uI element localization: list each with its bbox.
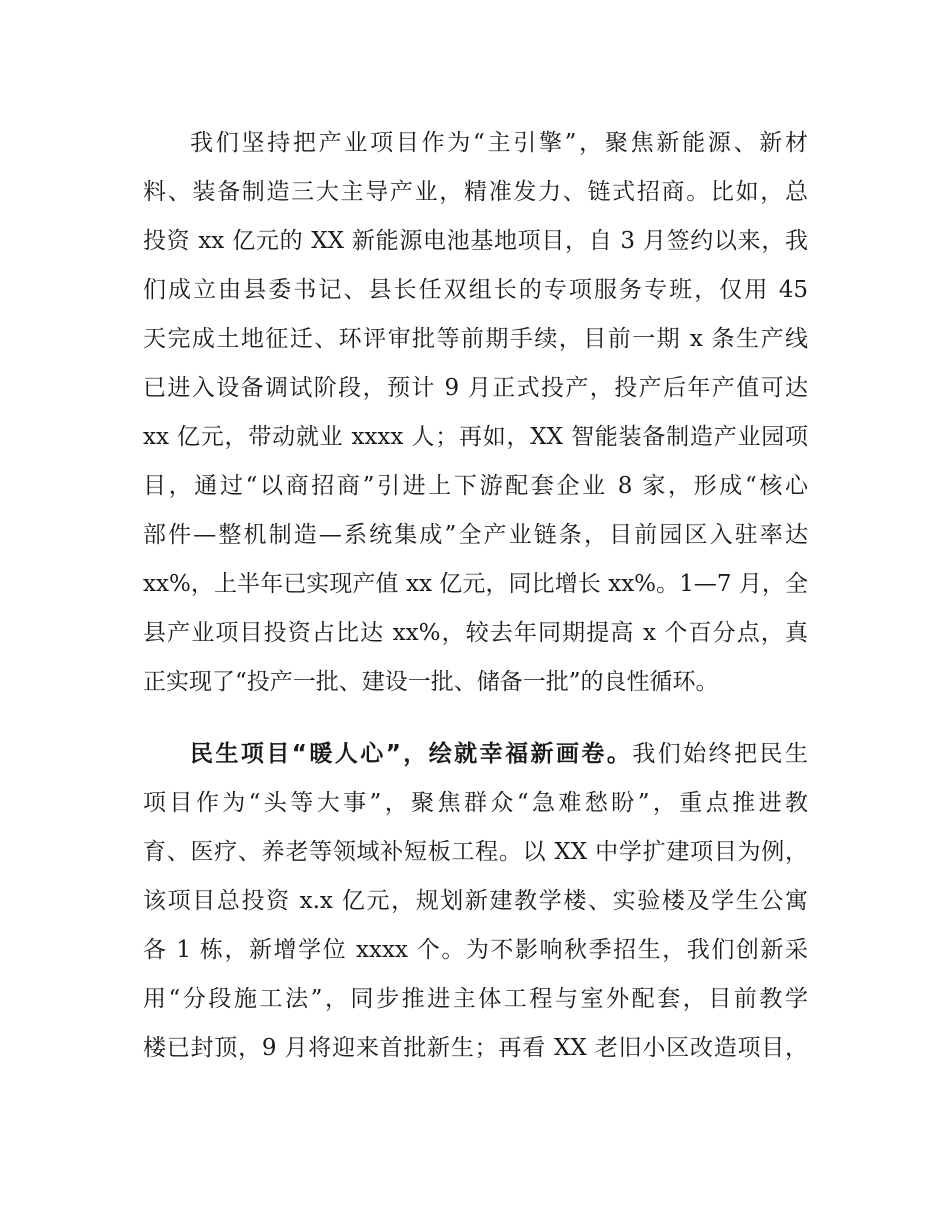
paragraph-2-line-6: 用“分段施工法”，同步推进主体工程与室外配套，目前教学 [143,986,808,1012]
paragraph-1-line-9: 部件—整机制造—系统集成”全产业链条，目前园区入驻率达 [143,522,808,548]
paragraph-2-line-2: 项目作为“头等大事”，聚焦群众“急难愁盼”，重点推进教 [143,790,808,816]
paragraph-2-line-3: 育、医疗、养老等领域补短板工程。以 XX 中学扩建项目为例， [143,839,808,865]
paragraph-1-line-5: 天完成土地征迁、环评审批等前期手续，目前一期 x 条生产线 [143,326,808,352]
paragraph-1-line-3: 投资 xx 亿元的 XX 新能源电池基地项目，自 3 月签约以来，我 [143,228,808,254]
paragraph-2-heading: 民生项目“暖人心”，绘就幸福新画卷。 [190,741,633,767]
paragraph-1-line-6: 已进入设备调试阶段，预计 9 月正式投产，投产后年产值可达 [143,375,808,401]
paragraph-1-line-12: 正实现了“投产一批、建设一批、储备一批”的良性循环。 [143,669,719,695]
paragraph-2-line-1-text: 我们始终把民生 [632,741,809,767]
paragraph-1-line-11: 县产业项目投资占比达 xx%，较去年同期提高 x 个百分点，真 [143,620,808,646]
paragraph-1-line-10: xx%，上半年已实现产值 xx 亿元，同比增长 xx%。1—7 月，全 [143,571,808,597]
paragraph-1-line-1: 我们坚持把产业项目作为“主引擎”，聚焦新能源、新材 [190,130,808,156]
paragraph-1-line-8: 目，通过“以商招商”引进上下游配套企业 8 家，形成“核心 [143,473,808,499]
paragraph-2-line-1 [190,730,808,779]
paragraph-1-line-7: xx 亿元，带动就业 xxxx 人；再如，XX 智能装备制造产业园项 [143,424,808,450]
paragraph-2-line-4: 该项目总投资 x.x 亿元，规划新建教学楼、实验楼及学生公寓 [143,888,808,914]
paragraph-1-line-2: 料、装备制造三大主导产业，精准发力、链式招商。比如，总 [143,179,808,205]
paragraph-2-line-5: 各 1 栋，新增学位 xxxx 个。为不影响秋季招生，我们创新采 [143,937,808,963]
paragraph-1-line-4: 们成立由县委书记、县长任双组长的专项服务专班，仅用 45 [143,277,808,303]
paragraph-2-line-7: 楼已封顶，9 月将迎来首批新生；再看 XX 老旧小区改造项目， [143,1035,808,1061]
